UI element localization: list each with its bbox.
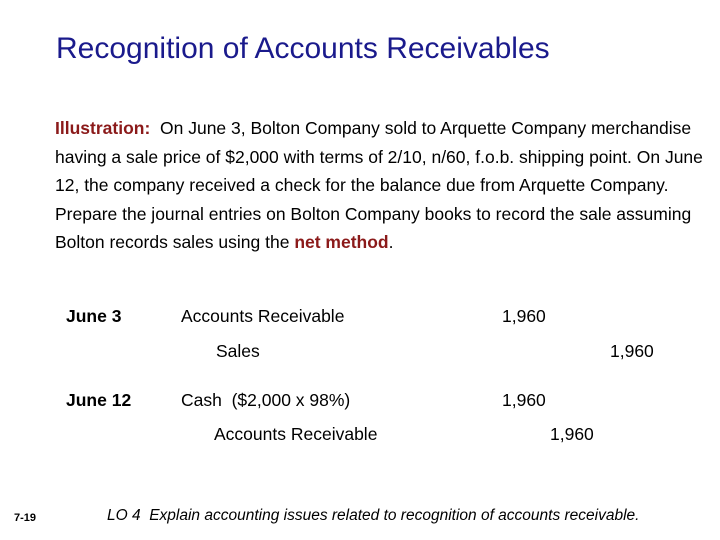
- entry-1-debit-account: Accounts Receivable: [181, 306, 345, 326]
- entry-1-date: June 3: [66, 306, 122, 326]
- learning-objective: LO 4 Explain accounting issues related to recognition of accounts receivable.: [107, 507, 640, 524]
- entry-2-debit-account: Cash ($2,000 x 98%): [181, 390, 351, 410]
- entry-2-debit-amount: 1,960: [502, 390, 546, 410]
- net-method-highlight: net method: [294, 232, 389, 252]
- entry-1-credit-amount: 1,960: [610, 341, 654, 361]
- illustration-paragraph: [55, 114, 708, 257]
- slide-number: 7-19: [14, 512, 37, 524]
- page-title: Recognition of Accounts Receivables: [56, 32, 550, 65]
- entry-2-credit-account: Accounts Receivable: [214, 424, 378, 444]
- entry-2-date: June 12: [66, 390, 132, 410]
- illustration-label: Illustration:: [55, 118, 151, 138]
- entry-1-credit-account: Sales: [216, 341, 260, 361]
- illustration-text: On June 3, Bolton Company sold to Arquette Company merchandise having a sale price of $2,000 with terms of 2/10, n/60, f.o.b. shipping point. On June 12, the company received a check for the balance due from Arquette Company. Prepare the journal entries on Bolton Company books to record the sale assuming Bolton records sales using the: [55, 118, 708, 252]
- illustration-end: .: [388, 232, 394, 252]
- entry-2-credit-amount: 1,960: [550, 424, 594, 444]
- entry-1-debit-amount: 1,960: [502, 306, 546, 326]
